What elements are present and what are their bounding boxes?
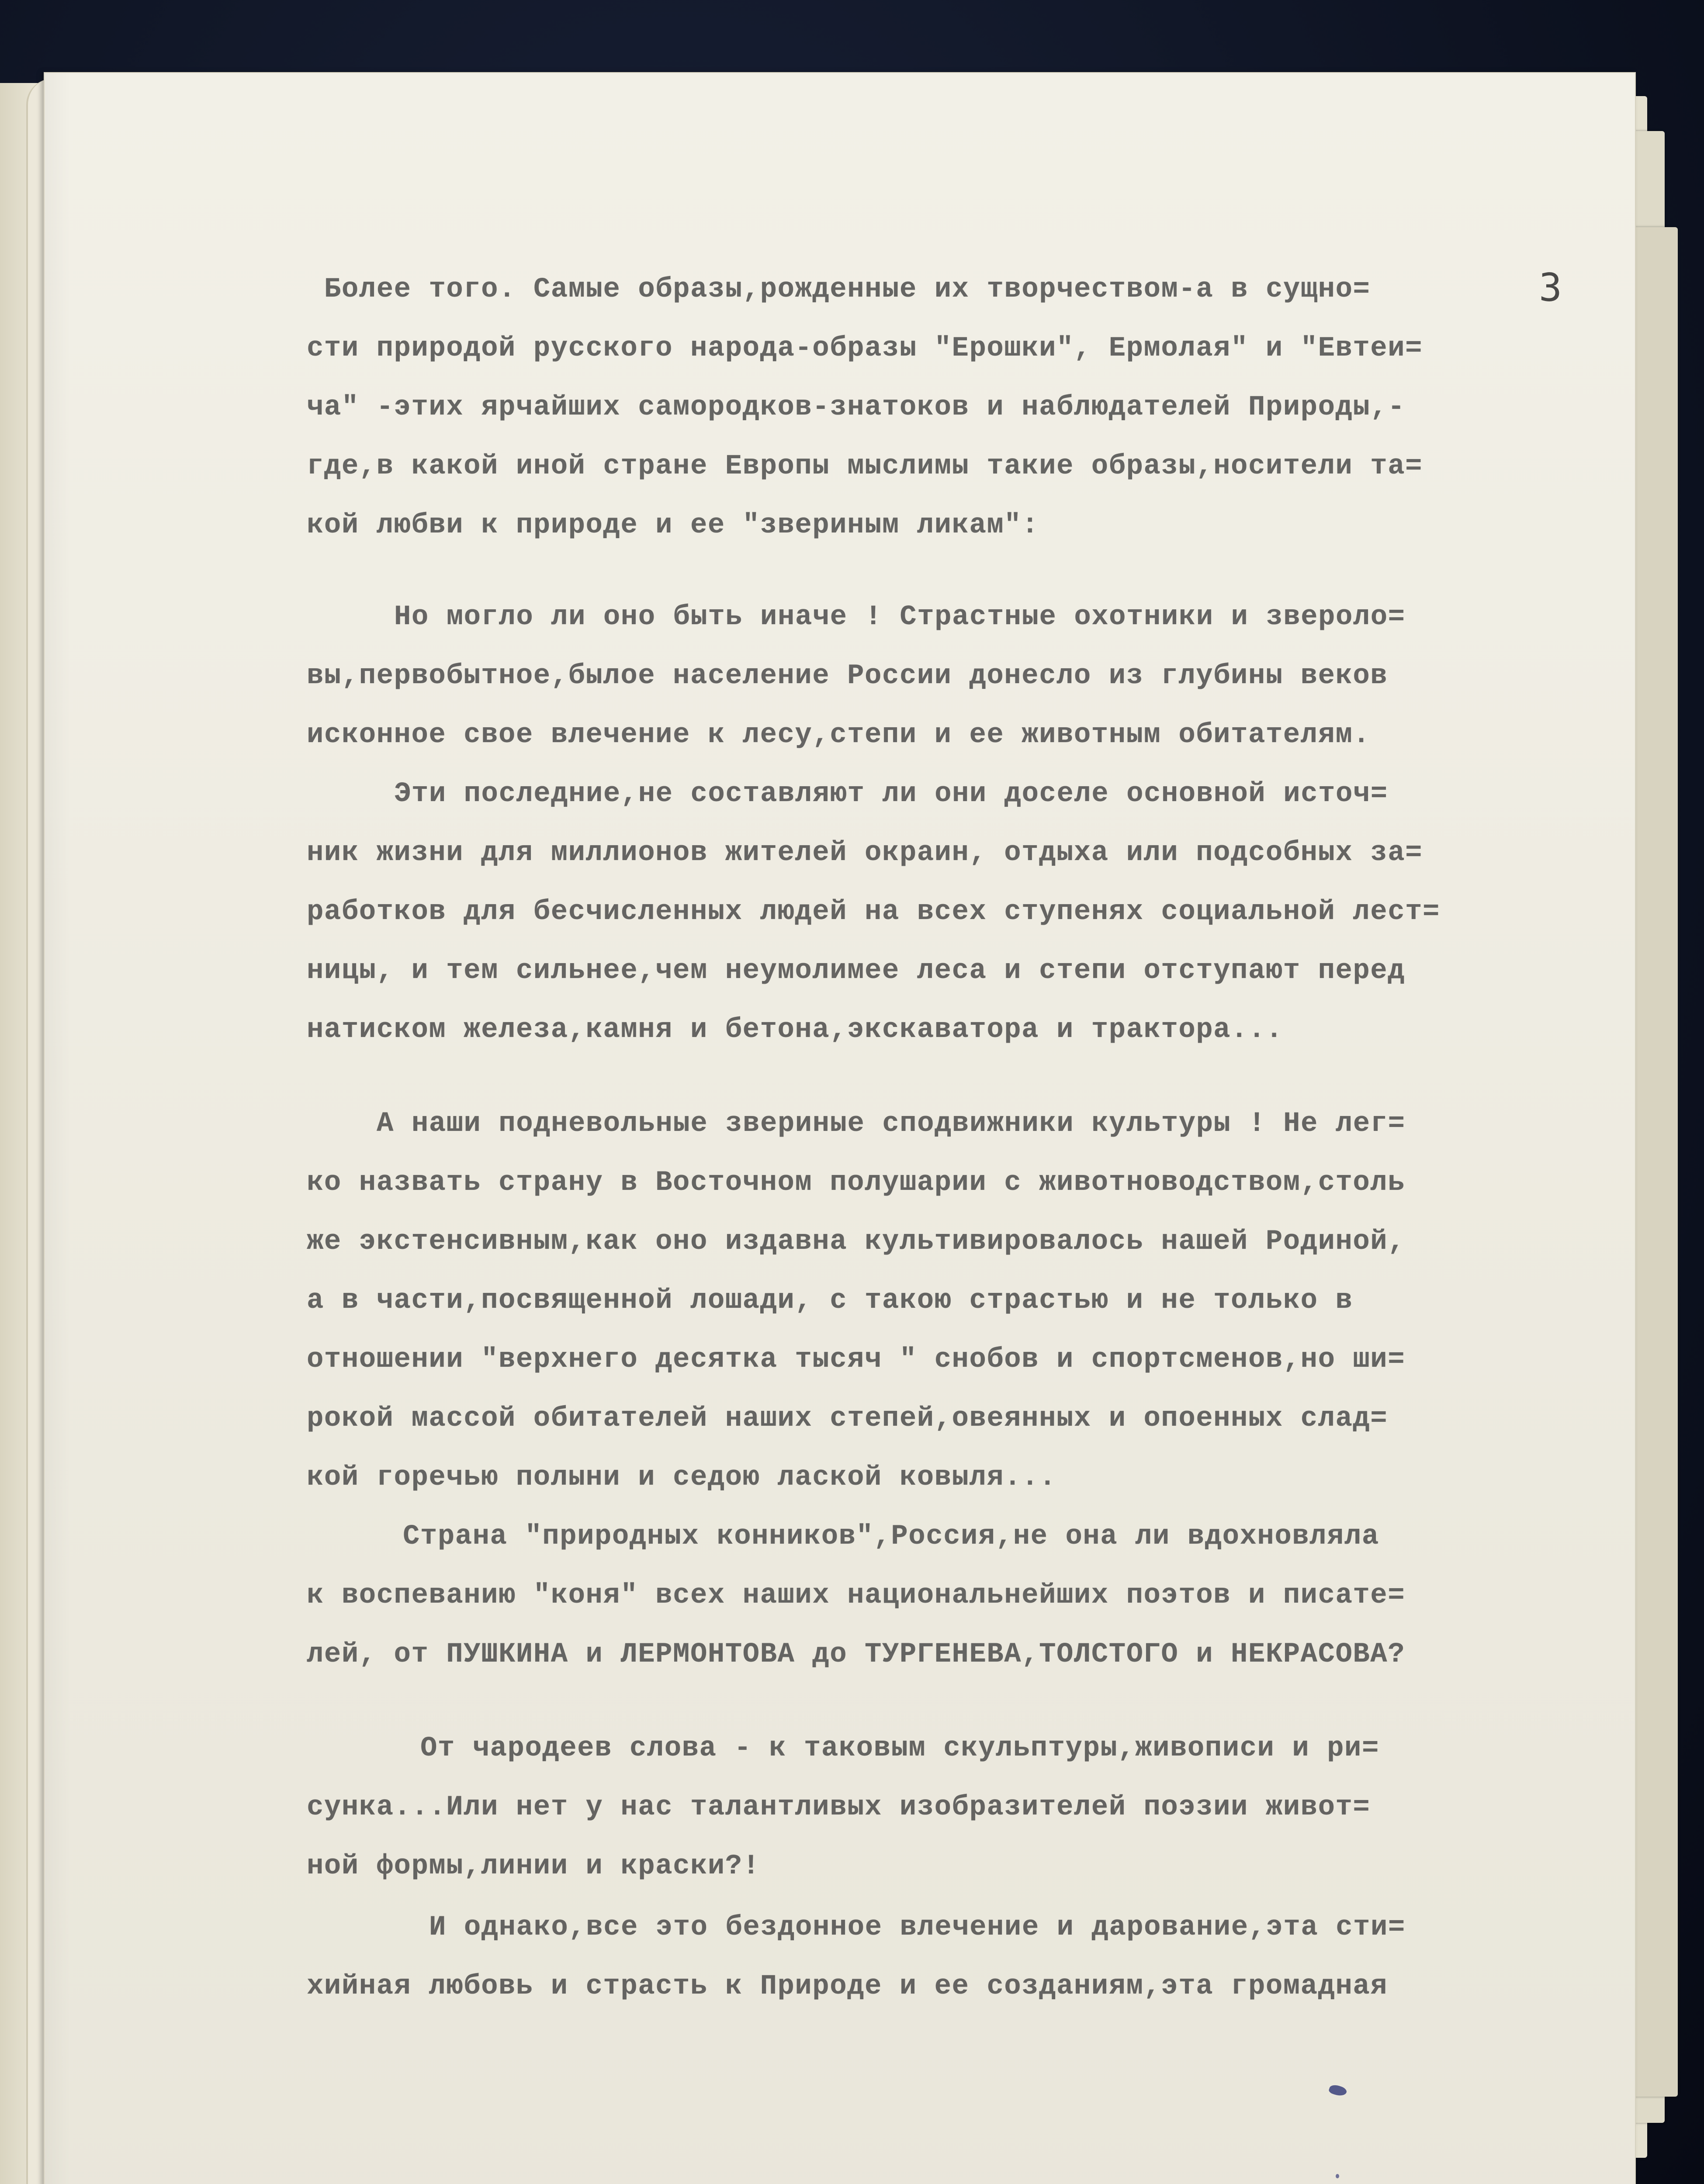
text-line: ча" -этих ярчайших самородков-знатоков и наблюдателей Природы,- <box>307 392 1406 423</box>
page-body <box>45 73 1635 2184</box>
text-line: хийная любовь и страсть к Природе и ее созданиям,эта громадная <box>307 1971 1388 2002</box>
text-line: к воспеванию "коня" всех наших национальнейших поэтов и писате= <box>307 1580 1406 1611</box>
text-line: отношении "верхнего десятка тысяч " снобов и спортсменов,но ши= <box>307 1344 1406 1375</box>
text-line: И однако,все это бездонное влечение и дарование,эта сти= <box>429 1912 1406 1943</box>
page-number: 3 <box>1539 265 1562 310</box>
text-line: кой любви к природе и ее "звериным ликам": <box>307 510 1039 541</box>
text-line: натиском железа,камня и бетона,экскаватора и трактора... <box>307 1014 1283 1046</box>
text-line: вы,первобытное,былое население России донесло из глубины веков <box>307 660 1388 692</box>
text-line: ко назвать страну в Восточном полушарии с животноводством,столь <box>307 1167 1406 1199</box>
text-line: Но могло ли оно быть иначе ! Страстные охотники и зверолo= <box>394 601 1406 633</box>
text-line: сунка...Или нет у нас талантливых изобразителей поэзии живот= <box>307 1792 1371 1823</box>
text-line: ницы, и тем сильнее,чем неумолимее леса и степи отступают перед <box>307 955 1406 987</box>
text-line: Эти последние,не составляют ли они доселе основной источ= <box>394 778 1388 810</box>
text-line: а в части,посвященной лошади, с такою страстью и не только в <box>307 1285 1353 1317</box>
text-line: кой горечью полыни и седою лаской ковыля... <box>307 1462 1056 1493</box>
text-line: ник жизни для миллионов жителей окраин, отдыха или подсобных за= <box>307 837 1423 869</box>
text-line: работков для бесчисленных людей на всех ступенях социальной лест= <box>307 896 1440 928</box>
text-line: исконное свое влечение к лесу,степи и ее животным обитателям. <box>307 719 1371 751</box>
text-line: Более того. Самые образы,рожденные их творчеством-а в сущно= <box>324 274 1371 305</box>
typewritten-page <box>44 72 1636 2184</box>
text-line: лей, от ПУШКИНА и ЛЕРМОНТОВА до ТУРГЕНЕВА,ТОЛСТОГО и НЕКРАСОВА? <box>307 1639 1406 1670</box>
text-line: где,в какой иной стране Европы мыслимы такие образы,носители та= <box>307 451 1423 482</box>
text-line: рокой массой обитателей наших степей,овеянных и опоенных слад= <box>307 1403 1388 1434</box>
ink-dot <box>1336 2174 1339 2178</box>
text-line: сти природой русского народа-образы "Ерошки", Ермолая" и "Евтеи= <box>307 333 1423 364</box>
text-line: ной формы,линии и краски?! <box>307 1851 760 1882</box>
text-line: А наши подневольные звериные сподвижники культуры ! Не лег= <box>377 1108 1406 1140</box>
text-line: Страна "природных конников",Россия,не она ли вдохновляла <box>403 1521 1379 1552</box>
text-line: От чародеев слова - к таковым скульптуры,живописи и ри= <box>420 1733 1379 1764</box>
text-line: же экстенсивным,как оно издавна культивировалось нашей Родиной, <box>307 1226 1406 1258</box>
